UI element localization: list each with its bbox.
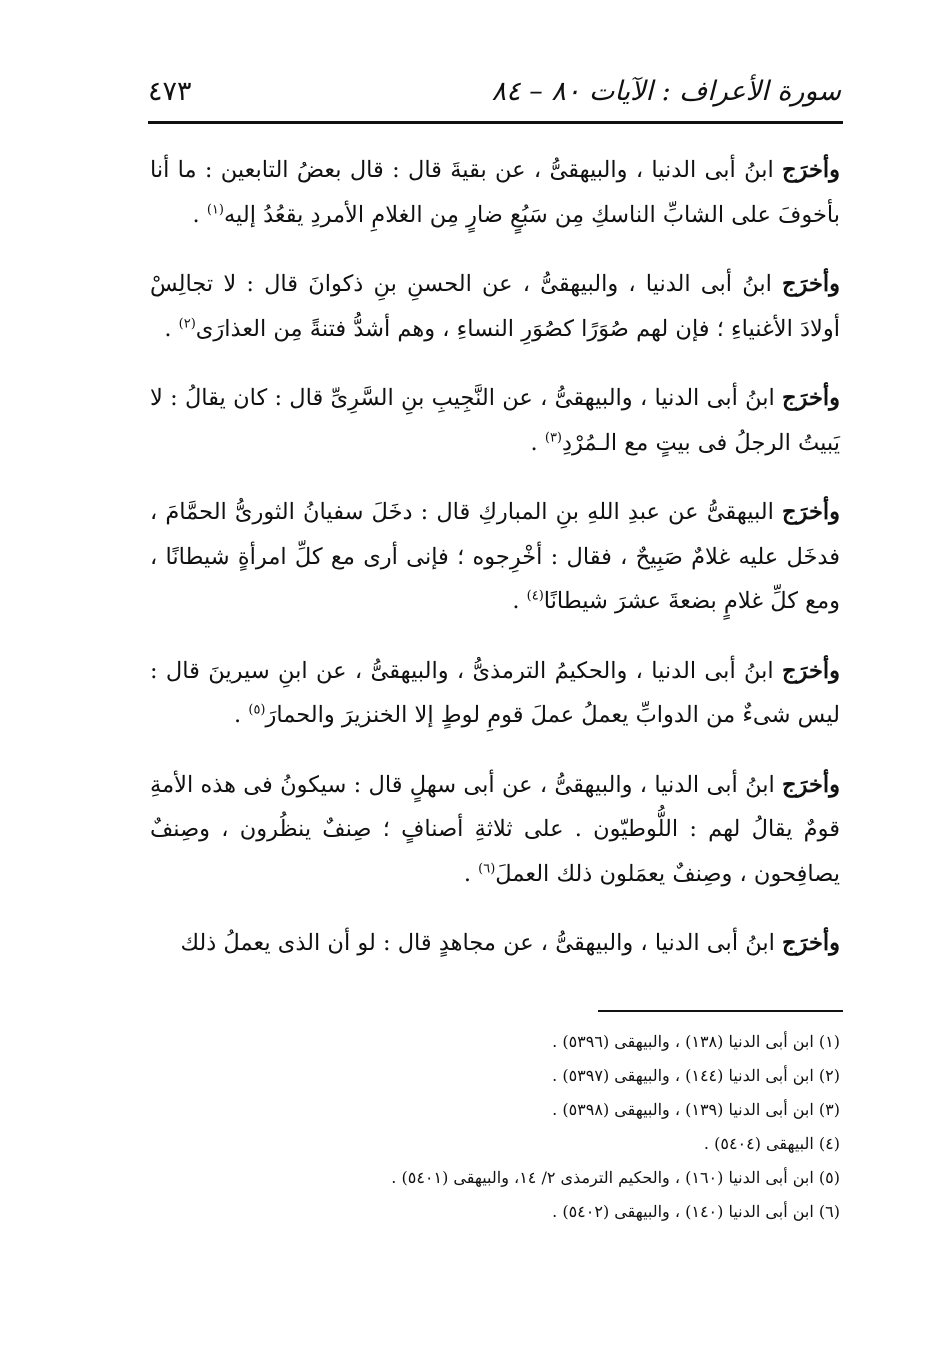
footnote: (٢) ابن أبى الدنيا (١٤٤) ، والبيهقى (٥٣٩٧) .	[552, 1066, 840, 1085]
paragraph-lead: وأخرَج	[782, 499, 840, 525]
paragraph-text: ابنُ أبى الدنيا ، والبيهقىُّ ، عن الحسنِ بنِ ذكوانَ قال : لا تجالِسْ أولادَ الأغنياءِ ؛ فإن لهم صُوَرًا كصُوَرِ النساءِ ، وهم أشدُّ فتنةً مِن العذارَى	[150, 271, 840, 342]
footnote: (١) ابن أبى الدنيا (١٣٨) ، والبيهقى (٥٣٩٦) .	[552, 1032, 840, 1051]
paragraph-end: .	[234, 702, 249, 728]
paragraph-lead: وأخرَج	[782, 657, 840, 684]
paragraph-text: ابنُ أبى الدنيا ، والحكيمُ الترمذىُّ ، والبيهقىُّ ، عن ابنِ سيرينَ قال : ليس شىءٌ من الدوابِّ يعملُ عملَ قومِ لوطٍ إلا الخنزيرَ والحمارَ	[150, 657, 840, 728]
paragraph-text: البيهقىُّ عن عبدِ اللهِ بنِ المباركِ قال : دخَلَ سفيانُ الثورىُّ الحمَّامَ ، فدخَل عليه غلامٌ صَبِيحٌ ، فقال : أخْرِجوه ؛ فإنى أرى مع كلِّ امرأةٍ شيطانًا ، ومع كلِّ غلامٍ بضعةَ عشرَ شيطانًا	[150, 499, 840, 614]
footnotes	[150, 1025, 840, 1229]
main-text	[150, 148, 840, 991]
footnote-rule	[598, 1010, 843, 1012]
paragraph-text: ابنُ أبى الدنيا ، والبيهقىُّ ، عن مجاهدٍ قال : لو أن الذى يعملُ ذلك	[180, 930, 783, 956]
paragraph-end: .	[164, 315, 179, 342]
paragraph-lead: وأخرَج	[782, 385, 840, 411]
paragraph	[150, 376, 840, 465]
paragraph-lead: وأخرَج	[782, 157, 840, 183]
paragraph	[150, 262, 840, 351]
page-number: ٤٧٣	[148, 76, 192, 107]
paragraph-end: .	[512, 588, 527, 614]
paragraph-lead: وأخرَج	[782, 771, 840, 798]
paragraph-text: ابنُ أبى الدنيا ، والبيهقىُّ ، عن النَّجِيبِ بنِ السَّرِىِّ قال : كان يقالُ : لا يَبيتُ الرجلُ فى بيتٍ مع الـمُرْدِ	[150, 385, 840, 456]
footnote-marker: (٦)	[478, 861, 496, 876]
footnote: (٦) ابن أبى الدنيا (١٤٠) ، والبيهقى (٥٤٠٢) .	[552, 1202, 840, 1221]
paragraph	[150, 763, 840, 897]
paragraph-end: .	[463, 860, 479, 887]
paragraph	[150, 649, 840, 738]
paragraph-lead: وأخرَج	[782, 930, 840, 956]
footnote-marker: (٥)	[248, 702, 266, 718]
footnote-marker: (٤)	[526, 588, 544, 604]
footnote: (٣) ابن أبى الدنيا (١٣٩) ، والبيهقى (٥٣٩٨) .	[552, 1100, 840, 1119]
footnote-marker: (١)	[206, 202, 224, 217]
paragraph-lead: وأخرَج	[782, 271, 840, 297]
paragraph-end: .	[192, 201, 207, 228]
paragraph-end: .	[530, 429, 545, 456]
surah-title: سورة الأعراف : الآيات ٨٠ – ٨٤	[491, 76, 841, 107]
paragraph	[150, 921, 840, 966]
header-rule	[148, 121, 843, 124]
footnote: (٤) البيهقى (٥٤٠٤) .	[703, 1134, 840, 1153]
footnote: (٥) ابن أبى الدنيا (١٦٠) ، والحكيم الترمذى ٢/ ١٤، والبيهقى (٥٤٠١) .	[391, 1168, 840, 1187]
paragraph-text: ابنُ أبى الدنيا ، والبيهقىُّ ، عن أبى سهلٍ قال : سيكونُ فى هذه الأمةِ قومٌ يقالُ لهم : اللُّوطيّون . على ثلاثةِ أصنافٍ ؛ صِنفٌ ينظُرون ، وصِنفٌ يصافِحون ، وصِنفٌ يعمَلون ذلك العملَ	[150, 771, 840, 887]
footnote-marker: (٢)	[178, 316, 196, 331]
paragraph-text: ابنُ أبى الدنيا ، والبيهقىُّ ، عن بقيةَ قال : قال بعضُ التابعين : ما أنا بأخوفَ على الشابِّ الناسكِ مِن سَبُعٍ ضارٍ مِن الغلامِ الأمردِ يقعُدُ إليه	[150, 157, 840, 228]
page-header	[148, 72, 841, 118]
paragraph	[150, 490, 840, 624]
paragraph	[150, 148, 840, 237]
footnote-marker: (٣)	[544, 430, 562, 445]
